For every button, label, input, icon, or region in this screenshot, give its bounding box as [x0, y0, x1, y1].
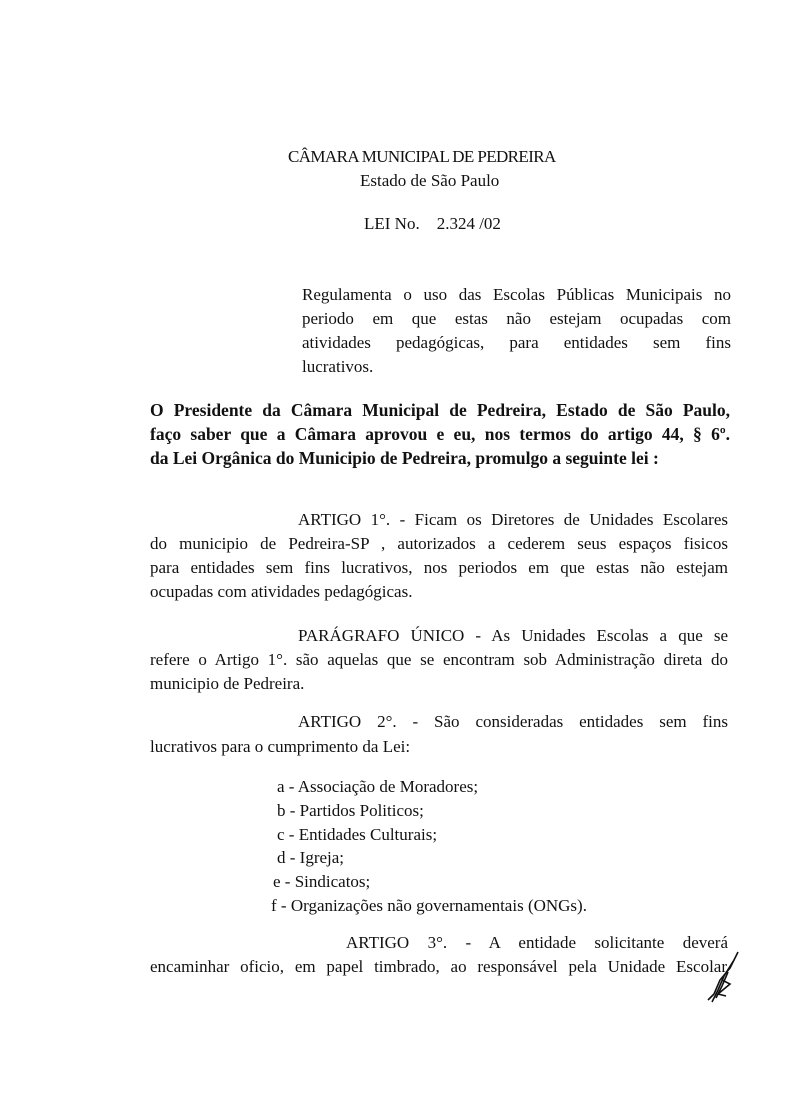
- institution-title: CÂMARA MUNICIPAL DE PEDREIRA: [288, 147, 556, 166]
- law-number: LEI No. 2.324 /02: [364, 214, 501, 233]
- artigo-line: lucrativos para o cumprimento da Lei:: [150, 737, 411, 756]
- summary-line: Regulamenta o uso das Escolas Públicas Municipais no: [302, 285, 731, 304]
- summary-line: atividades pedagógicas, para entidades sem fins: [302, 333, 731, 352]
- artigo-line: ocupadas com atividades pedagógicas.: [150, 582, 413, 601]
- paragraph-line: municipio de Pedreira.: [150, 674, 305, 693]
- artigo-line: ARTIGO 1°. - Ficam os Diretores de Unidades Escolares: [298, 510, 728, 529]
- preamble-line: faço saber que a Câmara aprovou e eu, nos termos do artigo 44, § 6º.: [150, 424, 730, 444]
- state-subtitle: Estado de São Paulo: [360, 171, 500, 190]
- signature-initials: [700, 950, 745, 1005]
- paragraph-line: refere o Artigo 1°. são aquelas que se encontram sob Administração direta do: [150, 650, 728, 669]
- preamble-line: da Lei Orgânica do Municipio de Pedreira, promulgo a seguinte lei :: [150, 448, 659, 468]
- list-item: f - Organizações não governamentais (ONGs).: [271, 896, 587, 915]
- preamble-line: O Presidente da Câmara Municipal de Pedreira, Estado de São Paulo,: [150, 400, 730, 420]
- summary-line: lucrativos.: [302, 357, 374, 376]
- artigo-line: ARTIGO 2°. - São consideradas entidades sem fins: [298, 712, 728, 731]
- artigo-line: ARTIGO 3°. - A entidade solicitante deverá: [346, 933, 728, 952]
- list-item: d - Igreja;: [277, 848, 345, 867]
- summary-line: periodo em que estas não estejam ocupadas com: [302, 309, 731, 328]
- list-item: e - Sindicatos;: [273, 872, 371, 891]
- artigo-line: do municipio de Pedreira-SP , autorizados a cederem seus espaços fisicos: [150, 534, 728, 553]
- list-item: c - Entidades Culturais;: [277, 825, 438, 844]
- artigo-line: encaminhar oficio, em papel timbrado, ao responsável pela Unidade Escolar: [150, 957, 727, 976]
- artigo-line: para entidades sem fins lucrativos, nos periodos em que estas não estejam: [150, 558, 728, 577]
- paragraph-line: PARÁGRAFO ÚNICO - As Unidades Escolas a que se: [298, 626, 728, 645]
- list-item: b - Partidos Politicos;: [277, 801, 424, 820]
- list-item: a - Associação de Moradores;: [277, 777, 479, 796]
